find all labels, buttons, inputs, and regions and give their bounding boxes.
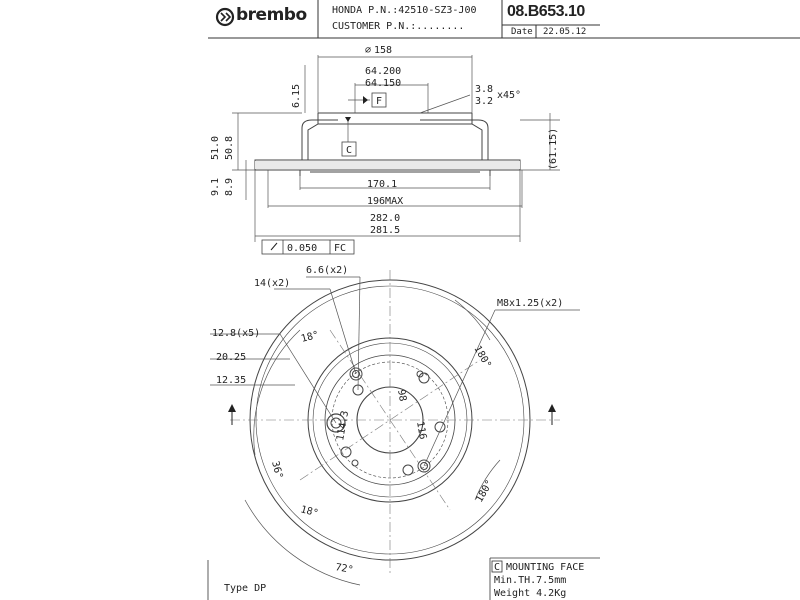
label-angle-180-bottom: 180°: [474, 478, 496, 505]
type-label: Type DP: [224, 583, 267, 594]
label-hole-small: 6.6(x2): [306, 265, 349, 276]
label-dim-98: 98: [395, 388, 408, 403]
label-dim-1143: 114.3: [335, 409, 352, 442]
label-pcd-2: 12.35: [216, 375, 247, 386]
customer-part-number: CUSTOMER P.N.:........: [332, 21, 465, 32]
section-arrows: [228, 404, 556, 425]
datum-f-arrow-icon: [363, 96, 368, 104]
label-dim-116: 116: [414, 420, 429, 441]
part-code: 08.B653.10: [507, 3, 585, 20]
dim-chamfer-a: 3.8: [475, 84, 494, 95]
label-pcd-1: 20.25: [216, 352, 247, 363]
label-angle-18-top: 18°: [299, 329, 321, 345]
runout-ref: FC: [334, 243, 347, 254]
label-bolt-count: 14(x2): [254, 278, 291, 289]
dim-chamfer-b: 3.2: [475, 96, 494, 107]
label-hole-big: 12.8(x5): [212, 328, 261, 339]
front-view-labels: [212, 265, 563, 576]
dim-height-2: 50.8: [224, 135, 235, 160]
weight: Weight 4.2Kg: [494, 588, 567, 599]
side-view-labels: [210, 45, 559, 254]
label-angle-36: 36°: [269, 459, 285, 481]
dim-bore-min: 64.150: [365, 78, 402, 89]
mounting-face-key: C: [494, 562, 501, 573]
label-angle-18-bottom: 18°: [299, 504, 320, 520]
label-thread: M8x1.25(x2): [497, 298, 564, 309]
dim-thick-2: 8.9: [224, 177, 235, 196]
dim-outer-min: 281.5: [370, 225, 401, 236]
bolt-hole: [419, 373, 429, 383]
brand-logo-text: brembo: [236, 5, 307, 25]
section-arrow-icon: [228, 404, 236, 412]
front-view-centerlines: [230, 270, 560, 575]
label-angle-180-top: 180°: [471, 344, 493, 371]
oem-part-number: HONDA P.N.:42510-SZ3-J00: [332, 5, 477, 16]
datum-boxes: [262, 93, 386, 254]
dim-max-dia: 196MAX: [367, 196, 404, 207]
datum-c-label: C: [346, 145, 353, 156]
bolt-hole: [403, 465, 413, 475]
dim-height-1: 51.0: [210, 135, 221, 160]
dim-braking-dia: 170.1: [367, 179, 398, 190]
dim-chamfer-angle: x45°: [497, 90, 522, 101]
header-frame: [208, 0, 800, 38]
dim-ref-height: (61.15): [548, 127, 559, 170]
min-thickness: Min.TH.7.5mm: [494, 575, 567, 586]
dim-hat-dia: 158: [374, 45, 393, 56]
dim-hat-top: 6.15: [291, 83, 302, 108]
label-angle-72: 72°: [334, 562, 355, 577]
side-view-section: [255, 113, 520, 176]
section-arrow-icon: [548, 404, 556, 412]
front-view-leaders: [210, 277, 580, 585]
dim-bore-max: 64.200: [365, 66, 402, 77]
dim-thick-1: 9.1: [210, 177, 221, 196]
brand-logo-icon: [217, 9, 233, 25]
datum-c-arrow-icon: [345, 117, 351, 122]
small-hole: [352, 460, 358, 466]
footer-labels: [224, 562, 584, 599]
date-label: Date: [511, 27, 533, 37]
dim-outer-max: 282.0: [370, 213, 401, 224]
date-value: 22.05.12: [543, 27, 587, 37]
runout-value: 0.050: [287, 243, 318, 254]
datum-f-label: F: [376, 96, 383, 107]
dim-hat-dia-sym: ⌀: [365, 45, 372, 56]
small-hole: [417, 371, 423, 377]
mounting-face-label: MOUNTING FACE: [506, 562, 585, 573]
